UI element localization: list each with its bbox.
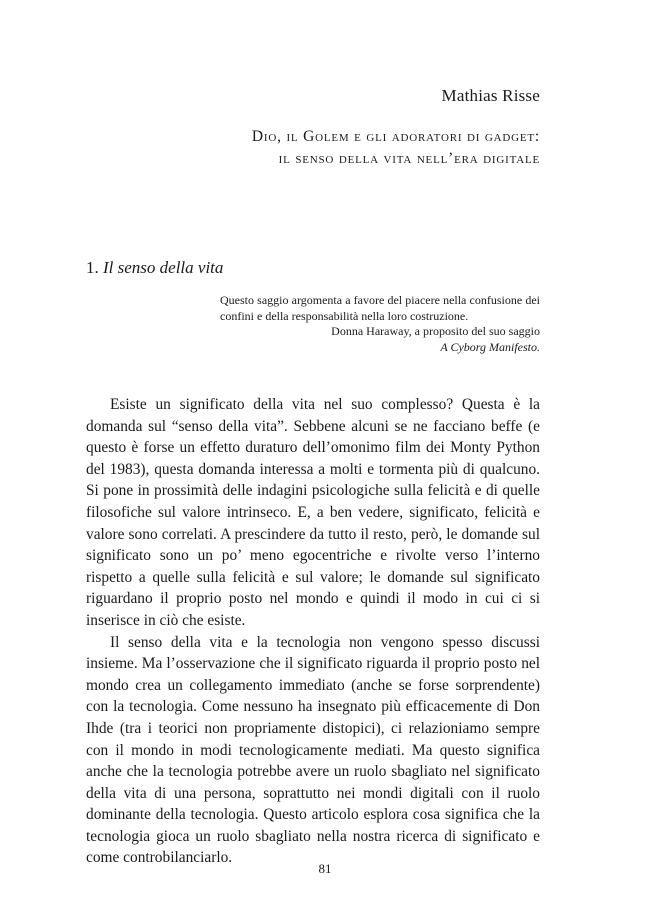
- paragraph-2: Il senso della vita e la tecnologia non vengono spesso discussi insieme. Ma l’osservazione che il significato riguarda il proprio posto nel mondo crea un collegamento immediato (anche se forse sorprendente) con la tecnologia. Come nessuno ha insegnato più efficacemente di Don Ihde (tra i teorici non propriamente distopici), ci relazioniamo sempre con il mondo in modi tecnologicamente mediati. Ma questo significa anche che la tecnologia potrebbe avere un ruolo sbagliato nel significato della vita di una persona, soprattutto nei mondi digitali con il ruolo dominante della tecnologia. Questo articolo esplora cosa significa che la tecnologia gioca un ruolo sbagliato nella nostra ricerca di significato e come controbilanciarlo.: [86, 633, 540, 867]
- epigraph-attribution: Donna Haraway, a proposito del suo saggio: [331, 324, 540, 338]
- article-title: [160, 126, 540, 170]
- epigraph-quote: Questo saggio argomenta a favore del piacere nella confusione dei confini e della responsabilità nella loro costruzione.: [220, 293, 540, 323]
- author-name: Mathias Risse: [441, 86, 540, 105]
- section-heading: [86, 258, 223, 278]
- section-title: Il senso della vita: [103, 258, 224, 277]
- article-title-line-2: il senso della vita nell’era digitale: [278, 150, 540, 167]
- paragraph-1: Esiste un significato della vita nel suo complesso? Questa è la domanda sul “senso della vita”. Sebbene alcuni se ne facciano beffe (e questo è forse un effetto duraturo dell’omonimo film dei Monty Python del 1983), questa domanda interessa a molti e tormenta più di qualcuno. Si pone in prossimità delle indagini psicologiche sulla felicità e di quelle filosofiche sul valore intrinseco. E, a ben vedere, significato, felicità e valore sono correlati. A prescindere da tutto il resto, però, le domande sul significato sono un po’ meno egocentriche e rivolte verso l’interno rispetto a quelle sulla felicità e sul valore; le domande sul significato riguardano il proprio posto nel mondo e quindi il modo in cui ci si inserisce in ciò che esiste.: [86, 396, 540, 629]
- article-title-line-1: Dio, il Golem e gli adoratori di gadget:: [251, 128, 540, 145]
- page-number: 81: [318, 861, 332, 876]
- epigraph: [220, 293, 540, 355]
- epigraph-source: A Cyborg Manifesto.: [440, 339, 540, 354]
- section-number: 1.: [86, 258, 99, 277]
- body-text: [86, 394, 540, 869]
